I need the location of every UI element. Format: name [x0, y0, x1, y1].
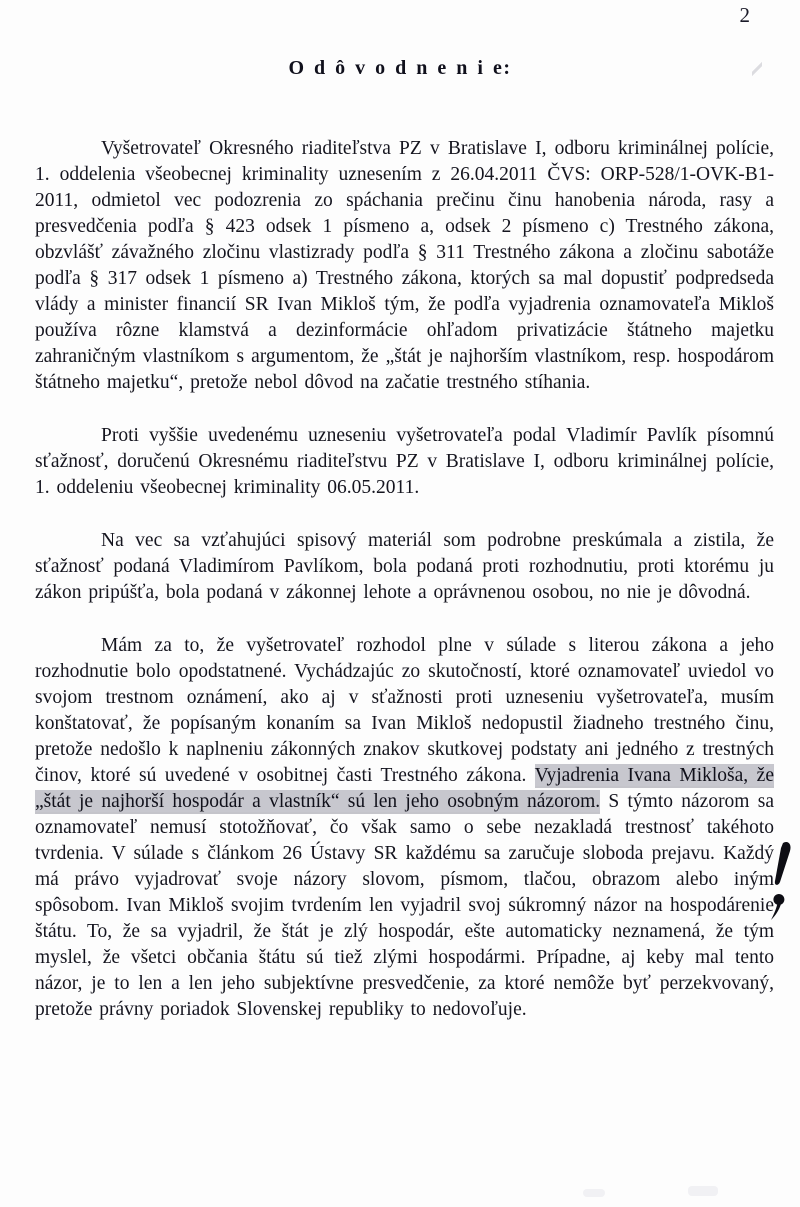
document-body [0, 136, 800, 1023]
scan-artifact-slash [752, 62, 762, 76]
paragraph-review-findings: Na vec sa vzťahujúci spisový materiál som podrobne preskúmala a zistila, že sťažnosť podaná Vladimírom Pavlíkom, bola podaná proti rozhodnutiu, proti ktorému ju zákon pripúšťa, bola podaná v zákonnej lehote a oprávnenou osobou, no nie je dôvodná. [35, 530, 774, 603]
paragraph-resolution-summary: Vyšetrovateľ Okresného riaditeľstva PZ v Bratislave I, odboru kriminálnej polície, 1. oddelenia všeobecnej kriminality uznesením z 26.04.2011 ČVS: ORP-528/1-OVK-B1-2011, odmietol vec podozrenia zo spáchania prečinu činu hanobenia národa, rasy a presvedčenia podľa § 423 odsek 1 písmeno a, odsek 2 písmeno c) Trestného zákona, obzvlášť závažného zločinu vlastizrady podľa § 311 Trestného zákona a zločinu sabotáže podľa § 317 odsek 1 písmeno a) Trestného zákona, ktorých sa mal dopustiť podpredseda vlády a minister financií SR Ivan Mikloš tým, že podľa vyjadrenia oznamovateľa Mikloš používa rôzne klamstvá a dezinformácie ohľadom privatizácie štátneho majetku zahraničným vlastníkom s argumentom, že „štát je najhorším vlastníkom, resp. hospodárom štátneho majetku“, pretože nebol dôvod na začatie trestného stíhania. [35, 138, 774, 393]
paragraph-complaint-filed: Proti vyššie uvedenému uzneseniu vyšetrovateľa podal Vladimír Pavlík písomnú sťažnosť, doručenú Okresnému riaditeľstvu PZ v Bratislave I, odboru kriminálnej polície, 1. oddeleniu všeobecnej kriminality 06.05.2011. [35, 425, 774, 498]
handwritten-margin-marks [768, 842, 796, 924]
reasoning-text-before-highlight: Mám za to, že vyšetrovateľ rozhodol plne v súlade s literou zákona a jeho rozhodnutie bolo opodstatnené. Vychádzajúc zo skutočností, ktoré oznamovateľ uviedol vo svojom trestnom oznámení, ako aj v sťažnosti proti uzneseniu vyšetrovateľa, musím konštatovať, že popísaným konaním sa Ivan Mikloš nedopustil žiadneho trestného činu, pretože nedošlo k naplneniu zákonných znakov skutkovej podstaty ani jedného z trestných činov, ktoré sú uvedené v osobitnej časti Trestného zákona. [35, 635, 774, 786]
paragraph-legal-reasoning [35, 633, 774, 1023]
page-number: 2 [739, 3, 750, 27]
scan-smudge [583, 1189, 605, 1197]
highlighted-sentence: Vyjadrenia Ivana Mikloša, že „štát je najhorší hospodár a vlastník“ sú len jeho osobným názorom. [35, 765, 774, 812]
section-heading: O d ô v o d n e n i e: [288, 57, 512, 79]
pen-stroke-mark [775, 842, 791, 885]
reasoning-text-after-highlight: S týmto názorom sa oznamovateľ nemusí stotožňovať, čo však samo o sebe nezakladá trestnosť takéhoto tvrdenia. V súlade s článkom 26 Ústavy SR každému sa zaručuje sloboda prejavu. Každý má právo vyjadrovať svoje názory slovom, písmom, tlačou, obrazom alebo iným spôsobom. Ivan Mikloš svojim tvrdením len vyjadril svoj súkromný názor na hospodárenie štátu. To, že sa vyjadril, že štát je zlý hospodár, ešte automaticky neznamená, že tým myslel, že všetci občania štátu sú tiež zlými hospodármi. Prípadne, aj keby mal tento názor, je to len a len jeho subjektívne presvedčenie, za ktoré nemôže byť perzekvovaný, pretože právny poriadok Slovenskej republiky to nedovoľuje. [35, 791, 774, 1020]
scan-smudge [688, 1186, 718, 1196]
pen-comma-mark [771, 894, 784, 920]
